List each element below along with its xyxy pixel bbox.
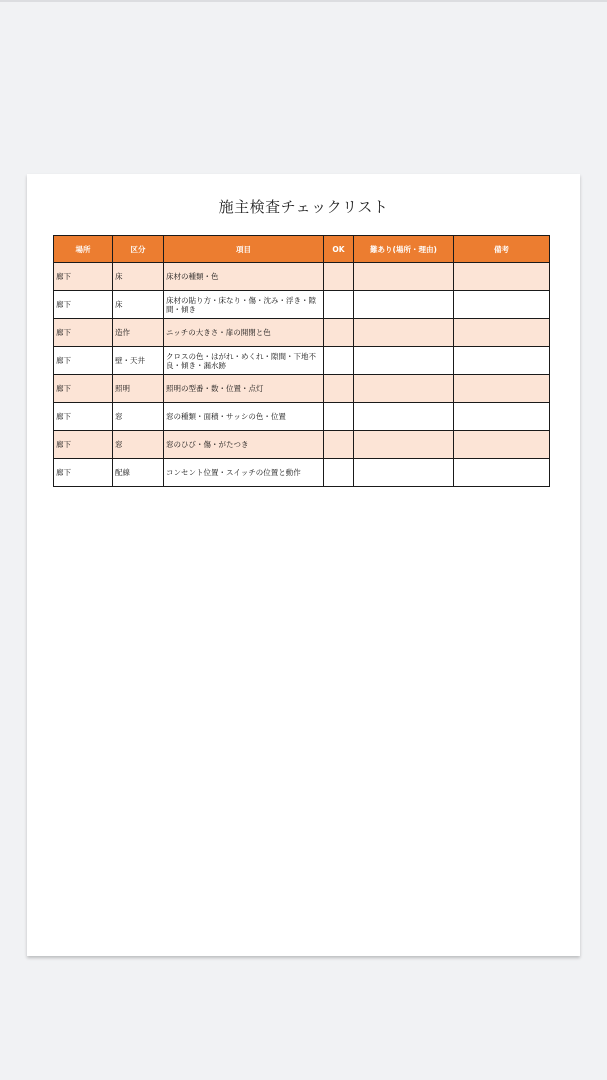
- cell-ok[interactable]: [324, 347, 354, 375]
- cell-note[interactable]: [454, 403, 550, 431]
- cell-ok[interactable]: [324, 403, 354, 431]
- table-row: [54, 403, 550, 431]
- cell-note[interactable]: [454, 263, 550, 291]
- cell-location: 廊下: [54, 459, 113, 487]
- cell-category: 窓: [113, 403, 164, 431]
- cell-ok[interactable]: [324, 263, 354, 291]
- cell-location: 廊下: [54, 291, 113, 319]
- header-issue: 難あり(場所・理由): [354, 236, 454, 263]
- header-item: 項目: [164, 236, 324, 263]
- cell-item: 床材の貼り方・床なり・傷・沈み・浮き・隙間・傾き: [164, 291, 324, 319]
- table-row: [54, 431, 550, 459]
- cell-issue[interactable]: [354, 403, 454, 431]
- header-ok: OK: [324, 236, 354, 263]
- cell-note[interactable]: [454, 291, 550, 319]
- cell-issue[interactable]: [354, 347, 454, 375]
- cell-issue[interactable]: [354, 459, 454, 487]
- cell-ok[interactable]: [324, 375, 354, 403]
- table-row: [54, 319, 550, 347]
- cell-issue[interactable]: [354, 375, 454, 403]
- cell-location: 廊下: [54, 319, 113, 347]
- cell-category: 壁・天井: [113, 347, 164, 375]
- document-page: [27, 174, 580, 956]
- cell-note[interactable]: [454, 431, 550, 459]
- document-title: 施主検査チェックリスト: [218, 198, 389, 216]
- cell-category: 窓: [113, 431, 164, 459]
- table-row: [54, 375, 550, 403]
- cell-item: 窓の種類・面積・サッシの色・位置: [164, 403, 324, 431]
- cell-item: 床材の種類・色: [164, 263, 324, 291]
- table-row: [54, 291, 550, 319]
- cell-item: 窓のひび・傷・がたつき: [164, 431, 324, 459]
- header-location: 場所: [54, 236, 113, 263]
- table-header-row: [54, 236, 550, 263]
- cell-location: 廊下: [54, 431, 113, 459]
- cell-ok[interactable]: [324, 319, 354, 347]
- cell-note[interactable]: [454, 319, 550, 347]
- cell-note[interactable]: [454, 347, 550, 375]
- cell-item: コンセント位置・スイッチの位置と動作: [164, 459, 324, 487]
- cell-item: 照明の型番・数・位置・点灯: [164, 375, 324, 403]
- cell-location: 廊下: [54, 403, 113, 431]
- cell-item: クロスの色・はがれ・めくれ・隙間・下地不良・傾き・漏水跡: [164, 347, 324, 375]
- header-category: 区分: [113, 236, 164, 263]
- cell-issue[interactable]: [354, 291, 454, 319]
- cell-category: 床: [113, 291, 164, 319]
- cell-category: 照明: [113, 375, 164, 403]
- checklist-table: [53, 235, 550, 487]
- top-divider: [0, 0, 607, 2]
- cell-ok[interactable]: [324, 291, 354, 319]
- cell-ok[interactable]: [324, 431, 354, 459]
- cell-category: 床: [113, 263, 164, 291]
- cell-ok[interactable]: [324, 459, 354, 487]
- cell-note[interactable]: [454, 375, 550, 403]
- cell-issue[interactable]: [354, 263, 454, 291]
- cell-location: 廊下: [54, 347, 113, 375]
- cell-category: 造作: [113, 319, 164, 347]
- cell-location: 廊下: [54, 263, 113, 291]
- header-note: 備考: [454, 236, 550, 263]
- cell-issue[interactable]: [354, 319, 454, 347]
- cell-category: 配線: [113, 459, 164, 487]
- cell-location: 廊下: [54, 375, 113, 403]
- cell-item: ニッチの大きさ・扉の開閉と色: [164, 319, 324, 347]
- table-row: [54, 347, 550, 375]
- cell-note[interactable]: [454, 459, 550, 487]
- table-row: [54, 459, 550, 487]
- cell-issue[interactable]: [354, 431, 454, 459]
- table-row: [54, 263, 550, 291]
